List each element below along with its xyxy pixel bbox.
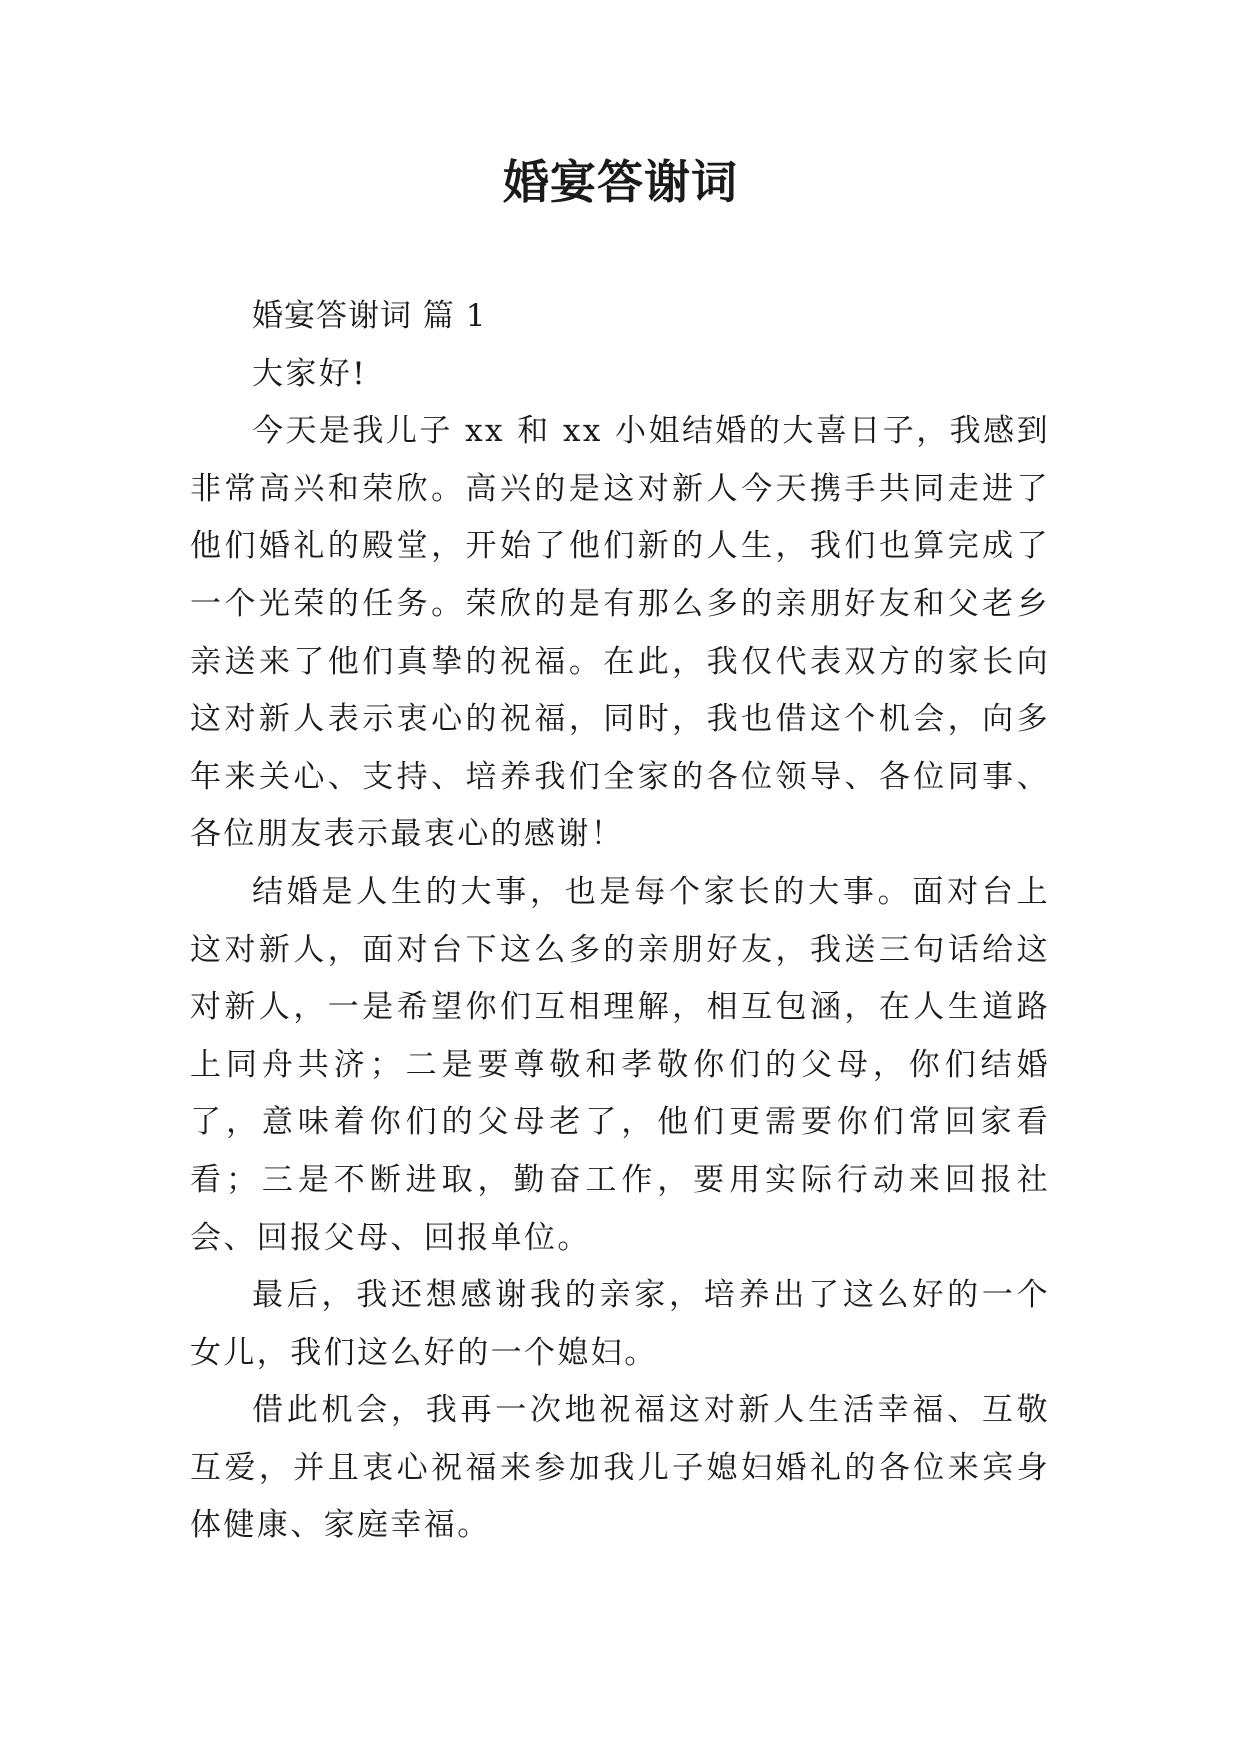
closing-paragraph: 借此机会，我再一次地祝福这对新人生活幸福、互敬互爱，并且衷心祝福来参加我儿子媳妇婚礼的各位来宾身体健康、家庭幸福。 xyxy=(190,1392,1050,1544)
body-paragraph: 今天是我儿子 xx 和 xx 小姐结婚的大喜日子，我感到非常高兴和荣欣。高兴的是这对新人今天携手共同走进了他们婚礼的殿堂，开始了他们新的人生，我们也算完成了一个光荣的任务。荣欣的是有那么多的亲朋好友和父老乡亲送来了他们真挚的祝福。在此，我仅代表双方的家长向这对新人表示衷心的祝福，同时，我也借这个机会，向多年来关心、支持、培养我们全家的各位领导、各位同事、各位朋友表示最衷心的感谢！ xyxy=(190,413,1050,853)
document-title: 婚宴答谢词 xyxy=(503,155,738,209)
document-body xyxy=(190,288,1050,1555)
greeting-paragraph: 大家好! xyxy=(252,355,368,392)
body-paragraph: 结婚是人生的大事，也是每个家长的大事。面对台上这对新人，面对台下这么多的亲朋好友，我送三句话给这对新人，一是希望你们互相理解，相互包涵，在人生道路上同舟共济；二是要尊敬和孝敬你们的父母，你们结婚了，意味着你们的父母老了，他们更需要你们常回家看看；三是不断进取，勤奋工作，要用实际行动来回报社会、回报父母、回报单位。 xyxy=(190,873,1050,1256)
section-heading: 婚宴答谢词 篇 1 xyxy=(252,298,487,334)
body-paragraph: 最后，我还想感谢我的亲家，培养出了这么好的一个女儿，我们这么好的一个媳妇。 xyxy=(190,1277,1050,1371)
